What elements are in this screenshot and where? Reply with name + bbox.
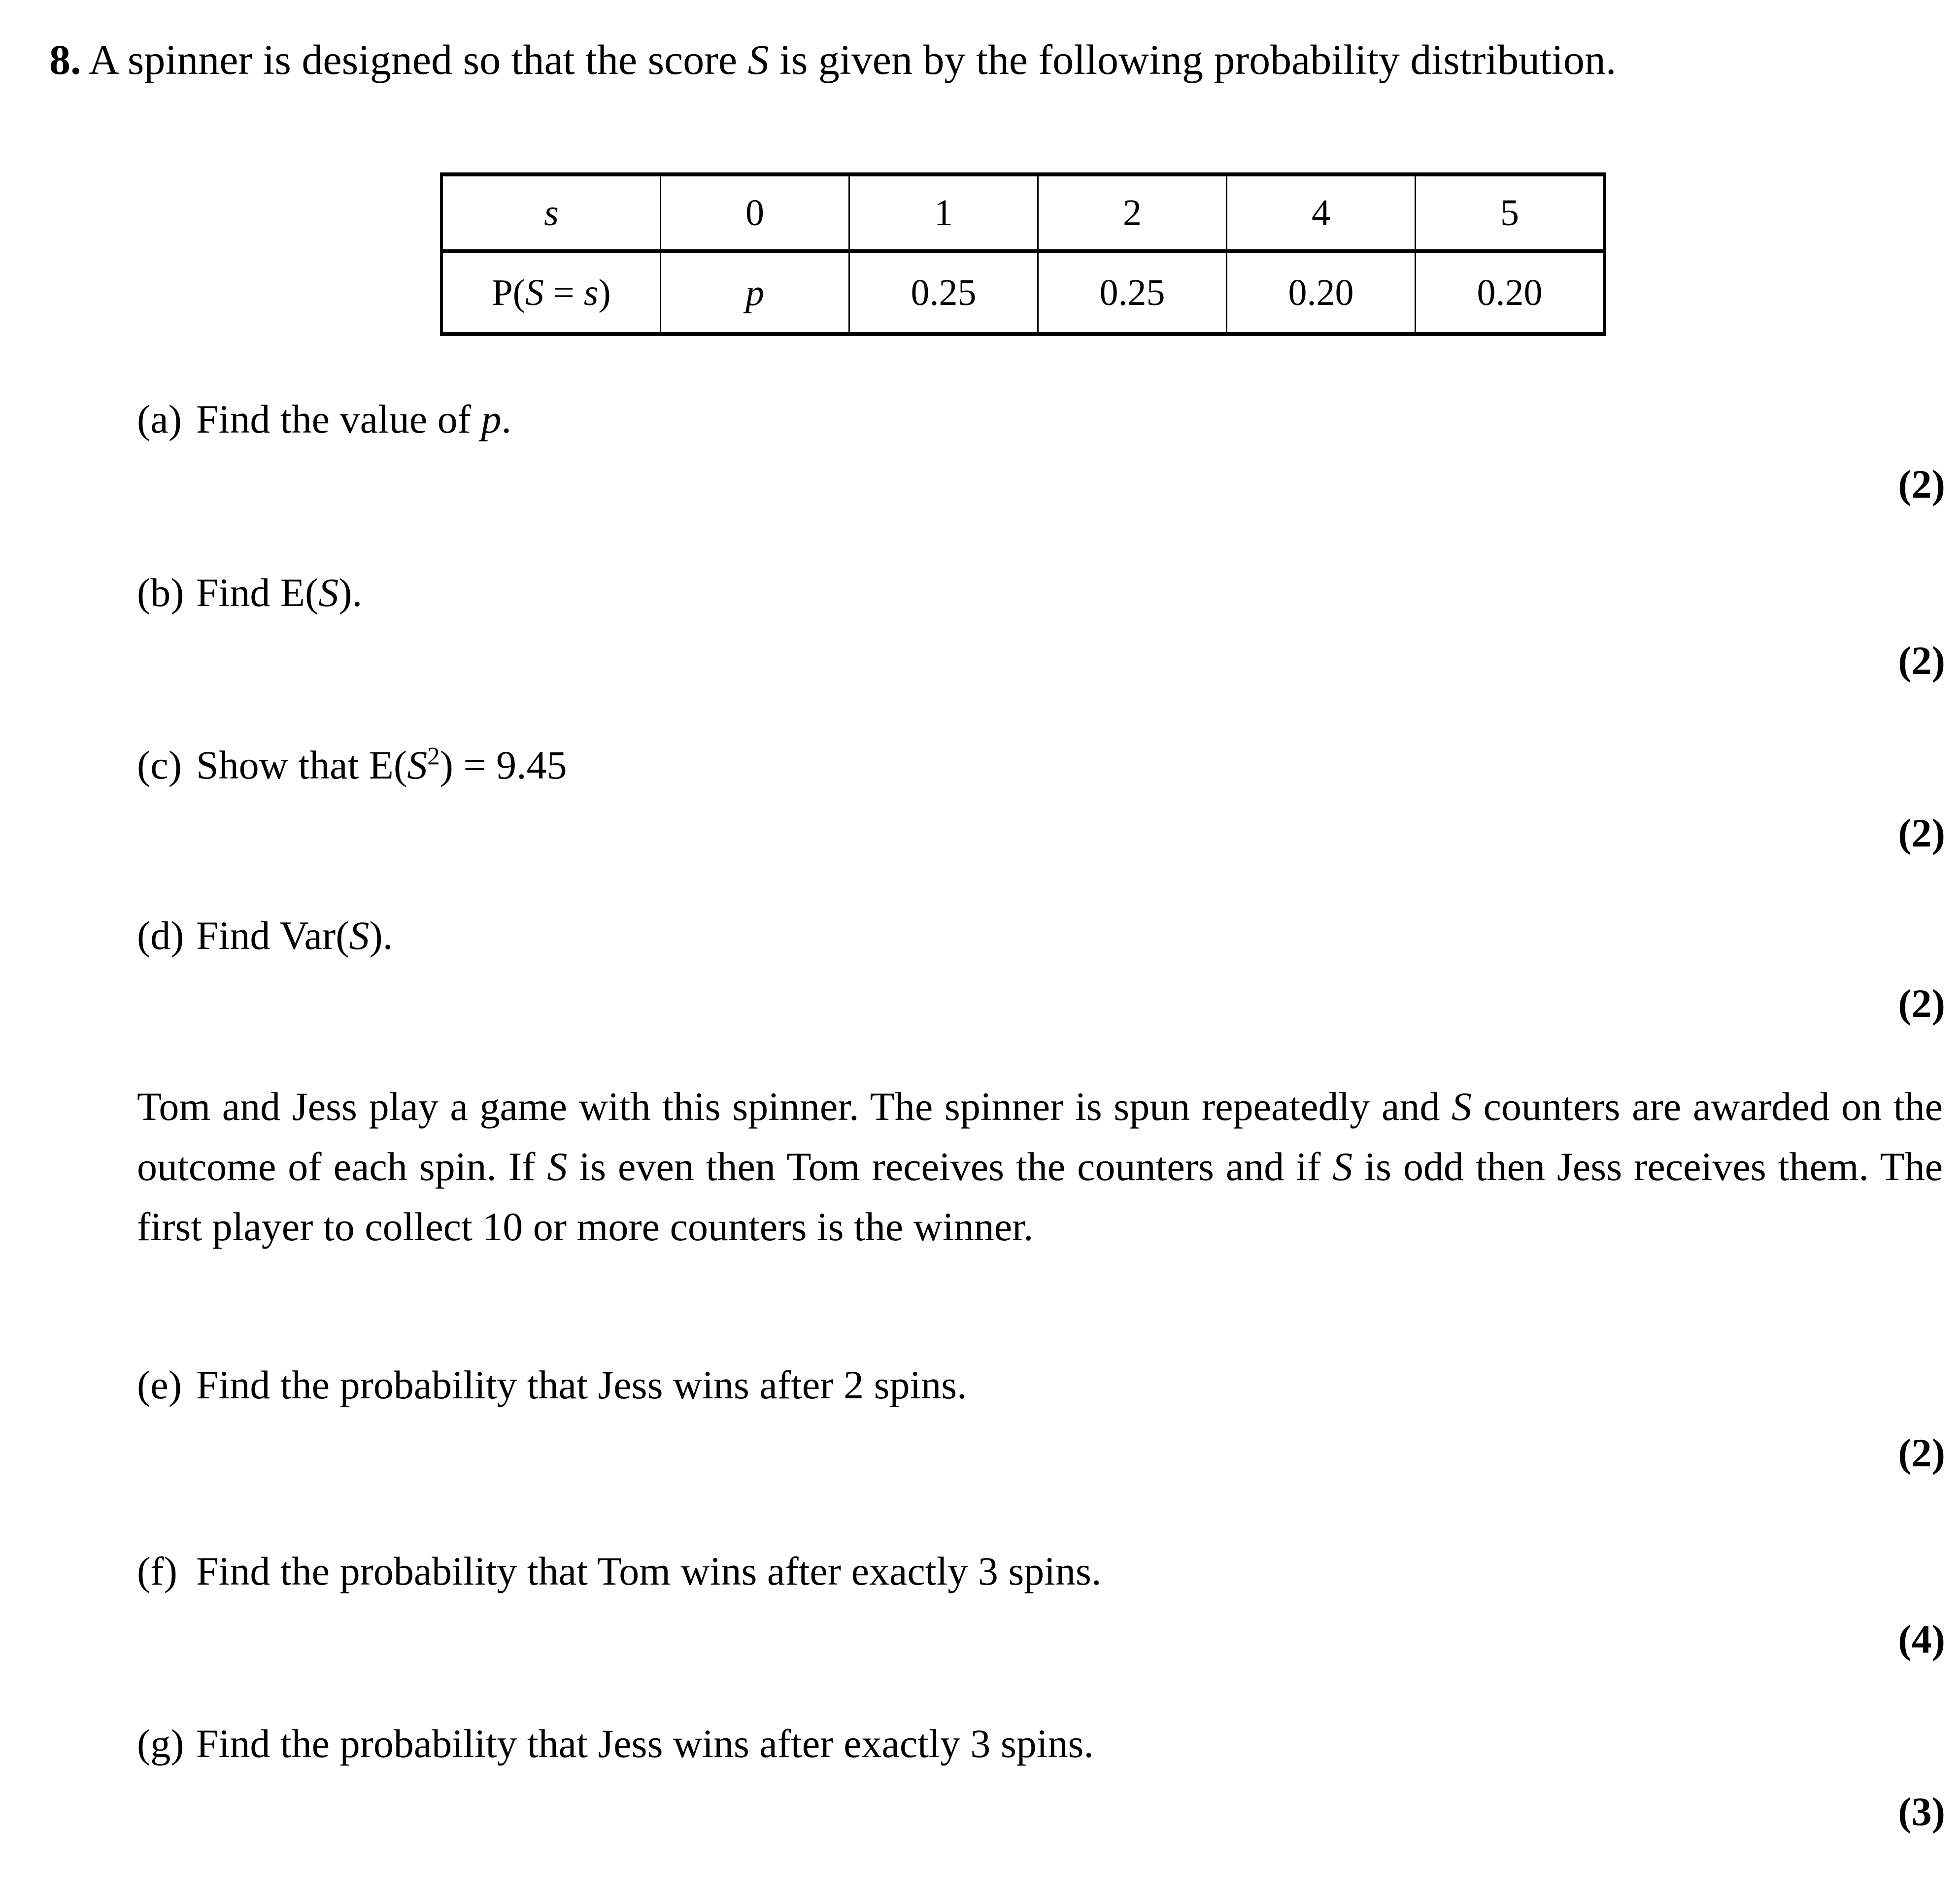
- row-header-probability: P(S = s): [441, 251, 661, 334]
- probability-distribution-table: [440, 172, 1606, 336]
- part-a-italic-tail: p: [481, 397, 502, 441]
- narrative-var-s-2: S: [547, 1144, 568, 1189]
- narrative-paragraph: [137, 1077, 1943, 1257]
- part-e-text: Find the probability that Jess wins after 2 spins.: [196, 1362, 967, 1407]
- part-e: [137, 1362, 967, 1407]
- part-b-tail: ).: [338, 570, 363, 615]
- question-stem: [89, 38, 1616, 81]
- cell-s-3: 4: [1227, 174, 1416, 251]
- cell-p-3: 0.20: [1227, 251, 1416, 334]
- part-g-marks: (3): [1898, 1789, 1945, 1834]
- part-b-text: Find E(: [196, 570, 319, 615]
- row-header-s: s: [441, 174, 661, 251]
- part-c-marks: (2): [1898, 811, 1945, 855]
- part-d: [137, 915, 393, 956]
- part-d-tag: (d): [137, 913, 184, 958]
- part-e-marks: (2): [1898, 1430, 1945, 1475]
- part-a-text: Find the value of: [196, 397, 481, 441]
- part-b-tag: (b): [137, 570, 184, 615]
- part-d-text: Find Var(: [196, 913, 349, 958]
- part-d-tail: ).: [369, 913, 393, 958]
- part-c-tail: ) = 9.45: [439, 743, 567, 787]
- part-f-marks: (4): [1898, 1617, 1945, 1661]
- part-b-marks: (2): [1898, 638, 1945, 683]
- part-d-italic-tail: S: [349, 913, 370, 958]
- stem-text-before: A spinner is designed so that the score: [89, 36, 748, 83]
- part-f-tag: (f): [137, 1549, 177, 1593]
- part-g: [137, 1721, 1094, 1766]
- part-a: [137, 399, 511, 440]
- part-g-tag: (g): [137, 1721, 184, 1766]
- narrative-seg-2: counters are awarded on the outcome of each spin. If: [137, 1084, 1943, 1189]
- part-b-italic-tail: S: [318, 570, 339, 615]
- part-c: [137, 742, 567, 787]
- cell-p-1: 0.25: [849, 251, 1038, 334]
- narrative-var-s-1: S: [1452, 1084, 1472, 1129]
- question-number: 8.: [49, 36, 81, 83]
- narrative-seg-1: Tom and Jess play a game with this spinner. The spinner is spun repeatedly and: [137, 1084, 1452, 1129]
- part-a-marks: (2): [1898, 462, 1945, 507]
- part-c-text: Show that E(: [196, 743, 407, 787]
- stem-text-after: is given by the following probability distribution.: [769, 36, 1617, 83]
- question-header: [49, 38, 1922, 81]
- cell-s-2: 2: [1038, 174, 1227, 251]
- part-c-italic-tail: S: [407, 743, 428, 787]
- part-a-tail: .: [501, 397, 511, 441]
- cell-s-4: 5: [1416, 174, 1605, 251]
- part-c-superscript: 2: [427, 742, 440, 770]
- part-a-tag: (a): [137, 397, 182, 441]
- part-f-text: Find the probability that Tom wins after exactly 3 spins.: [196, 1549, 1102, 1593]
- part-b: [137, 570, 363, 615]
- distribution-table-wrapper: [440, 172, 1606, 336]
- narrative-var-s-3: S: [1332, 1144, 1353, 1189]
- table-row-s: [441, 174, 1605, 251]
- table-row-probability: [441, 251, 1605, 334]
- cell-p-0: p: [661, 251, 849, 334]
- cell-s-1: 1: [849, 174, 1038, 251]
- part-e-tag: (e): [137, 1362, 182, 1407]
- narrative-seg-4: is odd then Jess receives them. The first player to collect 10 or more counters is the winner.: [137, 1144, 1943, 1249]
- part-f: [137, 1551, 1101, 1591]
- part-g-text: Find the probability that Jess wins after exactly 3 spins.: [196, 1721, 1094, 1766]
- part-d-marks: (2): [1898, 981, 1945, 1026]
- part-c-tag: (c): [137, 743, 182, 787]
- stem-variable-s: S: [747, 36, 769, 83]
- cell-s-0: 0: [661, 174, 849, 251]
- cell-p-4: 0.20: [1416, 251, 1605, 334]
- cell-p-2: 0.25: [1038, 251, 1227, 334]
- narrative-seg-3: is even then Tom receives the counters and if: [567, 1144, 1333, 1189]
